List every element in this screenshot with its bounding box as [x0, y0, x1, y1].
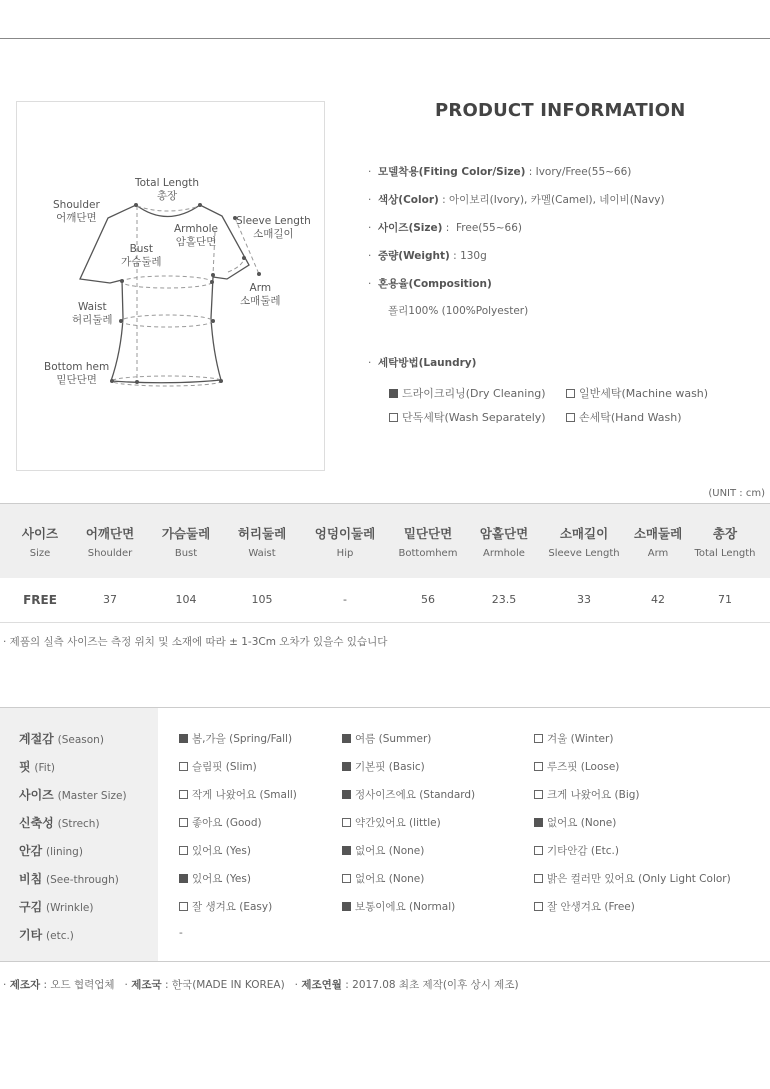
attr-option: 겨울 (Winter) [534, 731, 613, 746]
product-info-title: PRODUCT INFORMATION [435, 100, 686, 121]
armhole-label: Armhole 암홀단면 [174, 223, 218, 248]
checkbox-checked-icon [389, 389, 398, 398]
cell-bust: 104 [175, 593, 197, 606]
attr-option: 약간있어요 (little) [342, 815, 441, 830]
attr-etc-value: - [179, 927, 183, 939]
attr-option: 슬림핏 (Slim) [179, 759, 257, 774]
attr-option: 봄,가을 (Spring/Fall) [179, 731, 292, 746]
attr-label-season: 계절감 (Season) [19, 732, 104, 746]
attr-option: 크게 나왔어요 (Big) [534, 787, 640, 802]
checkbox-empty-icon [179, 790, 188, 799]
attr-option: 없어요 (None) [342, 871, 424, 886]
attr-label-etc: 기타 (etc.) [19, 928, 74, 942]
attributes-table [0, 707, 770, 962]
laundry-wash-separately: 단독세탁(Wash Separately) [389, 409, 546, 425]
attr-option: 보통이에요 (Normal) [342, 899, 455, 914]
manufacturer-info: · 제조자 : 오드 협력업체 · 제조국 : 한국(MADE IN KOREA) · 제조연월 : 2017.08 최초 제작(이후 상시 제조) [3, 979, 519, 991]
checkbox-empty-icon [342, 874, 351, 883]
attr-option: 잘 안생겨요 (Free) [534, 899, 635, 914]
checkbox-empty-icon [179, 846, 188, 855]
cell-bottomhem: 56 [421, 593, 435, 606]
attr-option: 밝은 컬러만 있어요 (Only Light Color) [534, 871, 731, 886]
bust-label: Bust 가슴둘레 [121, 243, 162, 268]
checkbox-empty-icon [534, 762, 543, 771]
checkbox-checked-icon [179, 874, 188, 883]
composition-value: 폴리100% (100%Polyester) [388, 305, 529, 317]
top-divider [0, 38, 770, 39]
attr-option: 없어요 (None) [534, 815, 616, 830]
shoulder-label: Shoulder 어깨단면 [53, 199, 100, 224]
checkbox-empty-icon [534, 734, 543, 743]
attr-option: 정사이즈에요 (Standard) [342, 787, 475, 802]
cell-sleeve-length: 33 [577, 593, 591, 606]
attr-option: 좋아요 (Good) [179, 815, 262, 830]
checkbox-empty-icon [534, 846, 543, 855]
cell-size: FREE [23, 593, 57, 607]
checkbox-empty-icon [179, 818, 188, 827]
size-table-row [0, 578, 770, 623]
attr-label-master-size: 사이즈 (Master Size) [19, 788, 127, 802]
attr-option: 있어요 (Yes) [179, 871, 251, 886]
total-length-label: Total Length 총장 [135, 177, 200, 202]
laundry-hand-wash: 손세탁(Hand Wash) [566, 409, 682, 425]
checkbox-empty-icon [179, 762, 188, 771]
attr-option: 기본핏 (Basic) [342, 759, 425, 774]
checkbox-checked-icon [342, 846, 351, 855]
checkbox-empty-icon [534, 902, 543, 911]
cell-total-length: 71 [718, 593, 732, 606]
checkbox-checked-icon [342, 902, 351, 911]
checkbox-empty-icon [389, 413, 398, 422]
checkbox-checked-icon [342, 790, 351, 799]
arm-label: Arm 소매둘레 [240, 282, 281, 307]
checkbox-empty-icon [566, 389, 575, 398]
info-row-color: · 색상(Color) : 아이보리(Ivory), 카멜(Camel), 네이비(Navy) [368, 194, 665, 206]
attr-option: 작게 나왔어요 (Small) [179, 787, 297, 802]
attr-option: 여름 (Summer) [342, 731, 431, 746]
laundry-dry-cleaning: 드라이크리닝(Dry Cleaning) [389, 385, 546, 401]
laundry-title: · 세탁방법(Laundry) [368, 357, 477, 369]
info-row-composition: · 혼용율(Composition) [368, 278, 492, 290]
checkbox-empty-icon [179, 902, 188, 911]
cell-hip: - [343, 593, 347, 606]
size-table-header: 사이즈 Size 어깨단면 Shoulder 가슴둘레 Bust 허리둘레 Waist 엉덩이둘레 Hip 밑단단면 Bottomhem 암홀단면 Armhole 소매길이 Sleeve Length 소매둘레 Arm 총장 Total Length [0, 503, 770, 578]
attr-option: 루즈핏 (Loose) [534, 759, 619, 774]
checkbox-empty-icon [566, 413, 575, 422]
cell-arm: 42 [651, 593, 665, 606]
size-note: · 제품의 실측 사이즈는 측정 위치 및 소재에 따라 ± 1-3Cm 오차가 있을수 있습니다 [3, 636, 388, 648]
checkbox-empty-icon [534, 790, 543, 799]
cell-shoulder: 37 [103, 593, 117, 606]
attr-label-stretch: 신축성 (Strech) [19, 816, 100, 830]
checkbox-checked-icon [179, 734, 188, 743]
waist-label: Waist 허리둘레 [72, 301, 113, 326]
attr-option: 기타안감 (Etc.) [534, 843, 619, 858]
sleeve-length-label: Sleeve Length 소매길이 [236, 215, 311, 240]
checkbox-checked-icon [534, 818, 543, 827]
attr-option: 있어요 (Yes) [179, 843, 251, 858]
measurement-diagram [16, 101, 325, 471]
checkbox-checked-icon [342, 734, 351, 743]
attr-label-fit: 핏 (Fit) [19, 760, 55, 774]
cell-waist: 105 [251, 593, 273, 606]
unit-label: (UNIT : cm) [708, 488, 765, 499]
bottom-hem-label: Bottom hem 밑단단면 [44, 361, 110, 386]
cell-armhole: 23.5 [491, 593, 517, 606]
info-row-weight: · 중량(Weight) : 130g [368, 250, 487, 262]
info-row-size: · 사이즈(Size) : Free(55~66) [368, 222, 522, 234]
info-row-fitting: · 모델착용(Fiting Color/Size) : Ivory/Free(55~66) [368, 166, 632, 178]
attr-option: 잘 생겨요 (Easy) [179, 899, 272, 914]
checkbox-empty-icon [534, 874, 543, 883]
attr-label-wrinkle: 구김 (Wrinkle) [19, 900, 94, 914]
laundry-machine-wash: 일반세탁(Machine wash) [566, 385, 708, 401]
attr-option: 없어요 (None) [342, 843, 424, 858]
checkbox-checked-icon [342, 762, 351, 771]
attr-label-lining: 안감 (lining) [19, 844, 83, 858]
checkbox-empty-icon [342, 818, 351, 827]
attr-label-see-through: 비침 (See-through) [19, 872, 119, 886]
